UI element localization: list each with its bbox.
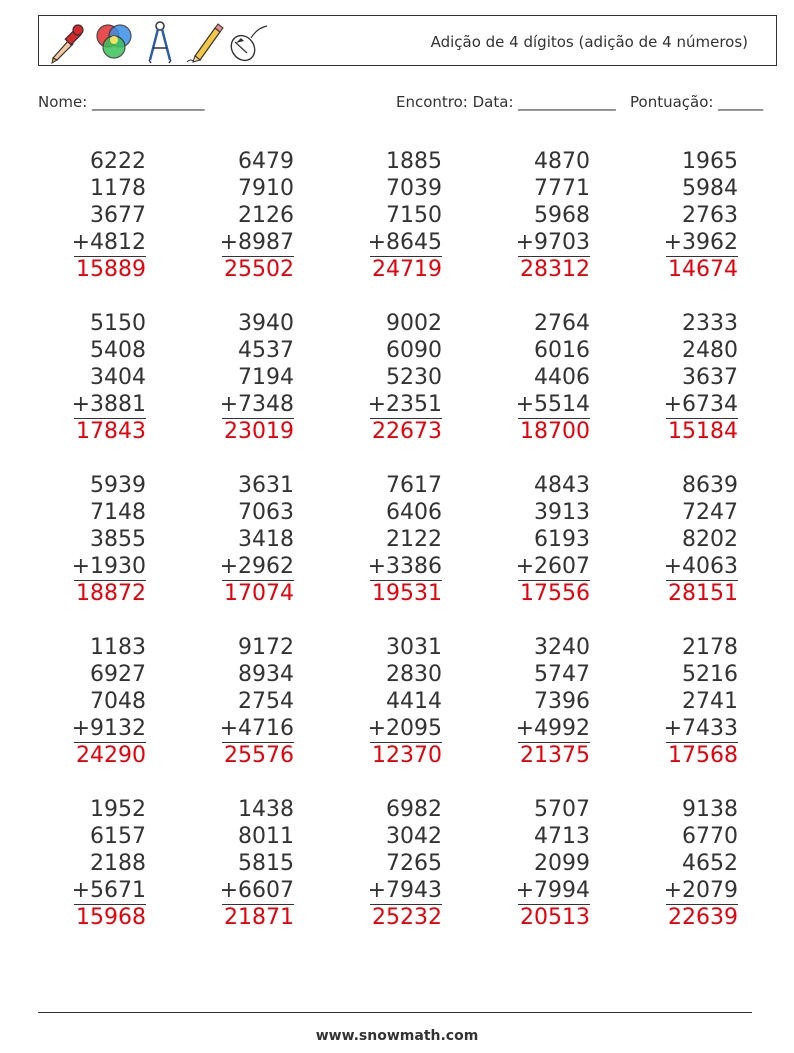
addition-problem <box>482 310 590 445</box>
addition-problem <box>334 310 442 445</box>
sum-line <box>370 904 442 905</box>
addend: 5216 <box>682 662 738 687</box>
addend: 2754 <box>238 689 294 714</box>
addend-with-plus: +2079 <box>663 878 738 903</box>
addend: 7048 <box>90 689 146 714</box>
addend-with-plus: +8987 <box>219 230 294 255</box>
addition-problem <box>186 796 294 931</box>
footer-site: www.snowmath.com <box>315 1028 479 1044</box>
sum-line <box>370 418 442 419</box>
addend: 7150 <box>386 203 442 228</box>
addend: 4713 <box>534 824 590 849</box>
mouse-icon <box>227 20 271 64</box>
answer: 21375 <box>520 743 590 768</box>
addition-problem <box>482 634 590 769</box>
addend-with-plus: +2962 <box>219 554 294 579</box>
addend: 8011 <box>238 824 294 849</box>
answer: 15184 <box>668 419 738 444</box>
answer: 15889 <box>76 257 146 282</box>
addend-with-plus: +5671 <box>71 878 146 903</box>
addend: 2763 <box>682 203 738 228</box>
answer: 25232 <box>372 905 442 930</box>
pencil-icon <box>185 20 225 64</box>
addend: 5230 <box>386 365 442 390</box>
addend: 8639 <box>682 473 738 498</box>
addend: 5984 <box>682 176 738 201</box>
addend-with-plus: +5514 <box>515 392 590 417</box>
addition-problem <box>630 148 738 283</box>
sum-line <box>222 418 294 419</box>
addend: 6222 <box>90 149 146 174</box>
sum-line <box>666 256 738 257</box>
addend: 3240 <box>534 635 590 660</box>
addend-with-plus: +2095 <box>367 716 442 741</box>
addend: 7247 <box>682 500 738 525</box>
addend-with-plus: +2351 <box>367 392 442 417</box>
addition-problem <box>186 310 294 445</box>
sum-line <box>666 742 738 743</box>
addend: 4406 <box>534 365 590 390</box>
addend: 4652 <box>682 851 738 876</box>
color-wheel-icon <box>91 20 137 64</box>
worksheet-header <box>38 15 777 66</box>
addend-with-plus: +9703 <box>515 230 590 255</box>
addend: 5939 <box>90 473 146 498</box>
addend-with-plus: +8645 <box>367 230 442 255</box>
answer: 22639 <box>668 905 738 930</box>
addition-problem <box>630 634 738 769</box>
addend: 2764 <box>534 311 590 336</box>
addend: 6090 <box>386 338 442 363</box>
addition-problem <box>38 148 146 283</box>
addend: 3637 <box>682 365 738 390</box>
addend: 2333 <box>682 311 738 336</box>
addend: 5747 <box>534 662 590 687</box>
sum-line <box>74 418 146 419</box>
addend-with-plus: +7943 <box>367 878 442 903</box>
addend: 7910 <box>238 176 294 201</box>
addend-with-plus: +3386 <box>367 554 442 579</box>
sum-line <box>518 742 590 743</box>
addend-with-plus: +6734 <box>663 392 738 417</box>
addition-problem <box>38 634 146 769</box>
addend-with-plus: +2607 <box>515 554 590 579</box>
sum-line <box>370 256 442 257</box>
compass-icon <box>145 20 175 64</box>
addend-with-plus: +3962 <box>663 230 738 255</box>
answer: 22673 <box>372 419 442 444</box>
addend: 6982 <box>386 797 442 822</box>
addend: 1965 <box>682 149 738 174</box>
addend: 7265 <box>386 851 442 876</box>
sum-line <box>518 904 590 905</box>
addend: 3940 <box>238 311 294 336</box>
addend: 5707 <box>534 797 590 822</box>
sum-line <box>666 418 738 419</box>
answer: 24719 <box>372 257 442 282</box>
answer: 21871 <box>224 905 294 930</box>
addition-problem <box>186 472 294 607</box>
addend: 5968 <box>534 203 590 228</box>
sum-line <box>518 418 590 419</box>
addition-problem <box>630 310 738 445</box>
addition-problem <box>38 796 146 931</box>
answer: 18872 <box>76 581 146 606</box>
addend: 3913 <box>534 500 590 525</box>
addend: 5150 <box>90 311 146 336</box>
addend: 9172 <box>238 635 294 660</box>
addend: 3404 <box>90 365 146 390</box>
addend: 1438 <box>238 797 294 822</box>
addend: 2122 <box>386 527 442 552</box>
addend: 2099 <box>534 851 590 876</box>
answer: 17568 <box>668 743 738 768</box>
addition-problem <box>334 148 442 283</box>
addend: 1885 <box>386 149 442 174</box>
addend-with-plus: +7994 <box>515 878 590 903</box>
addend-with-plus: +3881 <box>71 392 146 417</box>
addition-problem <box>186 634 294 769</box>
worksheet-title: Adição de 4 dígitos (adição de 4 números) <box>430 33 748 51</box>
addend: 4870 <box>534 149 590 174</box>
addition-problem <box>482 796 590 931</box>
sum-line <box>370 742 442 743</box>
score-field-label: Pontuação: ______ <box>630 93 764 111</box>
answer: 17074 <box>224 581 294 606</box>
addend: 6157 <box>90 824 146 849</box>
addition-problem <box>334 472 442 607</box>
sum-line <box>370 580 442 581</box>
addition-problem <box>334 634 442 769</box>
addend: 3631 <box>238 473 294 498</box>
answer: 15968 <box>76 905 146 930</box>
addend: 7039 <box>386 176 442 201</box>
addend: 2188 <box>90 851 146 876</box>
addend: 7148 <box>90 500 146 525</box>
addend-with-plus: +4063 <box>663 554 738 579</box>
addend: 7194 <box>238 365 294 390</box>
addition-problem <box>38 310 146 445</box>
answer: 25576 <box>224 743 294 768</box>
answer: 17556 <box>520 581 590 606</box>
addend: 2480 <box>682 338 738 363</box>
addend: 1183 <box>90 635 146 660</box>
addend: 1952 <box>90 797 146 822</box>
sum-line <box>74 580 146 581</box>
addend: 9002 <box>386 311 442 336</box>
answer: 25502 <box>224 257 294 282</box>
sum-line <box>518 580 590 581</box>
addend: 1178 <box>90 176 146 201</box>
addend: 4537 <box>238 338 294 363</box>
addend: 3677 <box>90 203 146 228</box>
answer: 19531 <box>372 581 442 606</box>
sum-line <box>74 904 146 905</box>
addend: 9138 <box>682 797 738 822</box>
addend-with-plus: +6607 <box>219 878 294 903</box>
answer: 12370 <box>372 743 442 768</box>
addend: 3031 <box>386 635 442 660</box>
addend-with-plus: +9132 <box>71 716 146 741</box>
addend: 2830 <box>386 662 442 687</box>
date-field-label: Encontro: Data: _____________ <box>396 93 616 111</box>
addend: 5815 <box>238 851 294 876</box>
addend: 7771 <box>534 176 590 201</box>
addition-problem <box>482 148 590 283</box>
addition-problem <box>630 472 738 607</box>
sum-line <box>222 904 294 905</box>
answer: 20513 <box>520 905 590 930</box>
addend: 3855 <box>90 527 146 552</box>
dropper-icon <box>47 20 87 64</box>
addend-with-plus: +7348 <box>219 392 294 417</box>
addition-problem <box>482 472 590 607</box>
addend: 3042 <box>386 824 442 849</box>
answer: 24290 <box>76 743 146 768</box>
addend: 6770 <box>682 824 738 849</box>
answer: 28151 <box>668 581 738 606</box>
sum-line <box>74 742 146 743</box>
sum-line <box>666 580 738 581</box>
addend: 7617 <box>386 473 442 498</box>
addend: 6927 <box>90 662 146 687</box>
answer: 28312 <box>520 257 590 282</box>
addend: 7396 <box>534 689 590 714</box>
addend: 6016 <box>534 338 590 363</box>
addend: 6406 <box>386 500 442 525</box>
addend: 8934 <box>238 662 294 687</box>
addend: 6193 <box>534 527 590 552</box>
addend-with-plus: +4812 <box>71 230 146 255</box>
addend: 4843 <box>534 473 590 498</box>
name-field-label: Nome: _______________ <box>38 93 205 111</box>
addition-problem <box>38 472 146 607</box>
addend: 7063 <box>238 500 294 525</box>
addend-with-plus: +1930 <box>71 554 146 579</box>
addend: 3418 <box>238 527 294 552</box>
answer: 14674 <box>668 257 738 282</box>
addend: 2126 <box>238 203 294 228</box>
addend-with-plus: +4992 <box>515 716 590 741</box>
answer: 23019 <box>224 419 294 444</box>
addition-problem <box>334 796 442 931</box>
sum-line <box>222 256 294 257</box>
sum-line <box>518 256 590 257</box>
sum-line <box>666 904 738 905</box>
sum-line <box>74 256 146 257</box>
addend: 4414 <box>386 689 442 714</box>
addend-with-plus: +4716 <box>219 716 294 741</box>
addition-problem <box>186 148 294 283</box>
sum-line <box>222 742 294 743</box>
addition-problem <box>630 796 738 931</box>
sum-line <box>222 580 294 581</box>
addend: 5408 <box>90 338 146 363</box>
addend: 2178 <box>682 635 738 660</box>
addend: 8202 <box>682 527 738 552</box>
addend-with-plus: +7433 <box>663 716 738 741</box>
addend: 2741 <box>682 689 738 714</box>
answer: 18700 <box>520 419 590 444</box>
addend: 6479 <box>238 149 294 174</box>
answer: 17843 <box>76 419 146 444</box>
footer-divider <box>38 1012 752 1013</box>
